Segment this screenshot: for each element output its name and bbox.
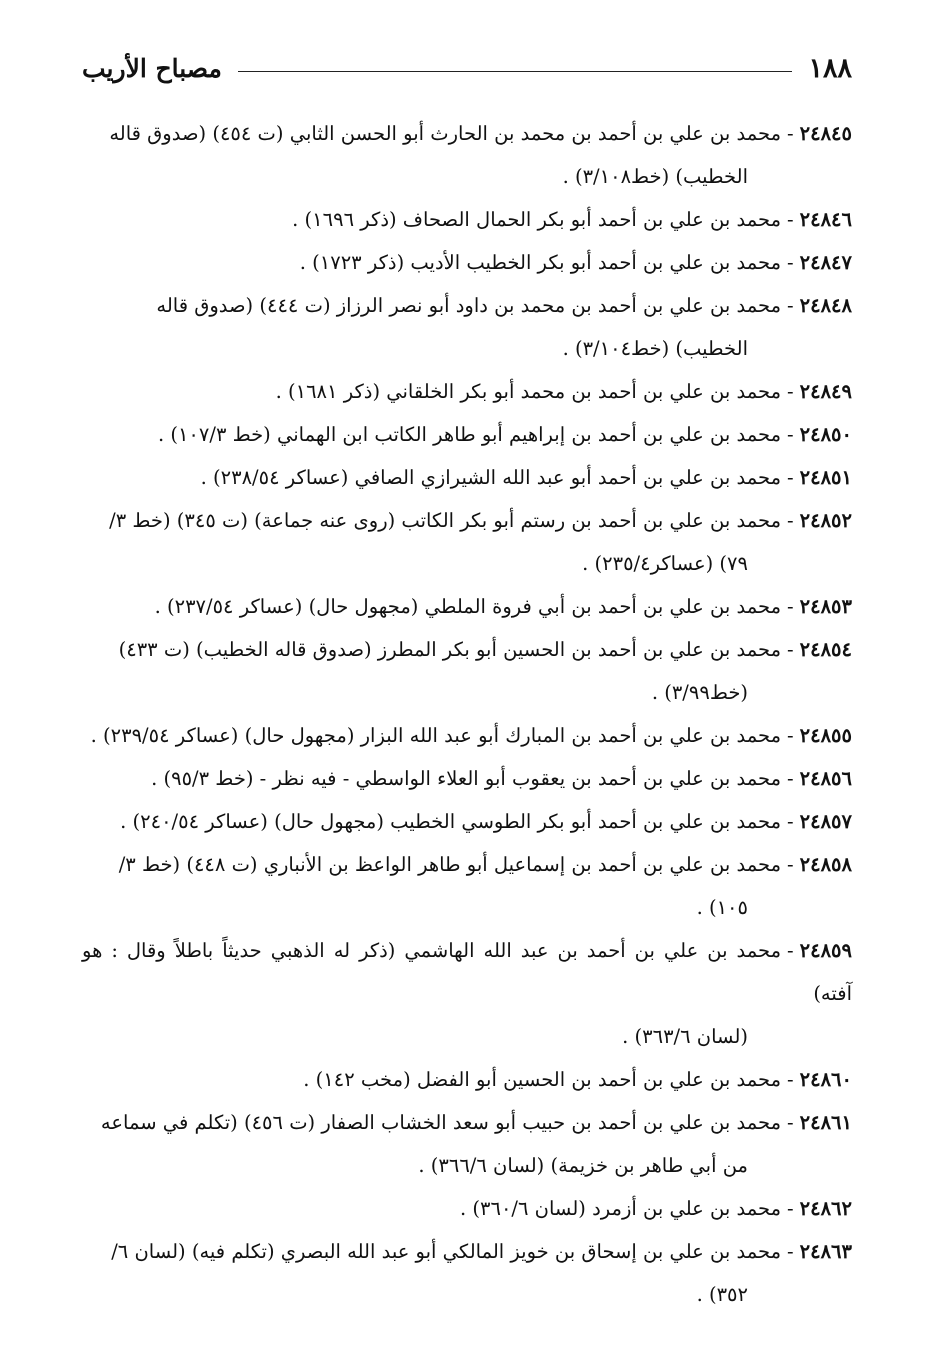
entry-number: ٢٤٨٦٠ [799,1068,852,1091]
entry-number: ٢٤٨٤٦ [799,208,852,231]
entry [82,499,852,585]
entry [82,112,852,198]
entry [82,714,852,757]
entry-text: محمد بن علي بن أحمد بن الحسين أبو الفضل (مخب ١٤٢) . [303,1068,782,1091]
entry-separator: - [787,595,794,618]
entry-separator: - [787,423,794,446]
entry-number: ٢٤٨٥٥ [799,724,852,747]
entry-separator: - [787,1197,794,1220]
entry-separator: - [787,810,794,833]
entry-number: ٢٤٨٥٢ [799,509,852,532]
entry-number: ٢٤٨٤٥ [799,122,852,145]
entry [82,1058,852,1101]
entry-continuation: (خط٣/٩٩) . [651,681,748,704]
entry-number: ٢٤٨٥٠ [799,423,852,446]
entry-text: محمد بن علي بن أحمد بن يعقوب أبو العلاء الواسطي - فيه نظر - (خط ٩٥/٣) . [151,767,782,790]
entry-separator: - [787,509,794,532]
entry-separator: - [787,638,794,661]
entry-text: محمد بن علي بن أحمد بن رستم أبو بكر الكاتب (روى عنه جماعة) (ت ٣٤٥) (خط ٣/ [109,509,782,532]
entry-text: محمد بن علي بن إسحاق بن خويز المالكي أبو عبد الله البصري (تكلم فيه) (لسان ٦/ [111,1240,782,1263]
entry [82,585,852,628]
entry [82,370,852,413]
entry-separator: - [787,1240,794,1263]
entry-separator: - [787,767,794,790]
page-header [82,46,852,90]
entry-text: محمد بن علي بن أحمد بن إسماعيل أبو طاهر الواعظ بن الأنباري (ت ٤٤٨) (خط ٣/ [118,853,782,876]
entry-text: محمد بن علي بن أزمرد (لسان ٣٦٠/٦) . [459,1197,782,1220]
entry-text: محمد بن علي بن أحمد أبو بكر الخطيب الأديب (ذكر ١٧٢٣) . [299,251,782,274]
entry-text: محمد بن علي بن أحمد أبو بكر الطوسي الخطيب (مجهول حال) (عساكر ٢٤٠/٥٤) . [120,810,782,833]
entry [82,843,852,929]
entry [82,284,852,370]
entry-separator: - [787,122,794,145]
header-rule [238,71,793,72]
entry-number: ٢٤٨٥٣ [799,595,852,618]
entry-number: ٢٤٨٦٣ [799,1240,852,1263]
entry-text: محمد بن علي بن أحمد أبو عبد الله الشيرازي الصافي (عساكر ٢٣٨/٥٤) . [200,466,782,489]
entry-separator: - [787,1068,794,1091]
entry-separator: - [787,853,794,876]
entry-separator: - [787,294,794,317]
entry [82,1187,852,1230]
entry-separator: - [787,466,794,489]
entry-text: محمد بن علي بن أحمد بن محمد بن الحارث أبو الحسن الثابي (ت ٤٥٤) (صدوق قاله [109,122,782,145]
entries-list [82,112,852,1316]
entry-number: ٢٤٨٥١ [799,466,852,489]
entry-text: محمد بن علي بن أحمد بن عبد الله الهاشمي (ذكر له الذهبي حديثاً باطلاً وقال : هو آفته) [82,939,852,1005]
page-number: ١٨٨ [808,52,852,84]
entry [82,456,852,499]
entry-continuation: ٣٥٢) . [696,1283,748,1306]
entry [82,241,852,284]
entry [82,198,852,241]
entry [82,800,852,843]
entry-continuation: من أبي طاهر بن خزيمة) (لسان ٣٦٦/٦) . [418,1154,748,1177]
entry-number: ٢٤٨٥٨ [799,853,852,876]
entry-continuation: الخطيب) (خط٣/١٠٨) . [562,165,748,188]
entry-separator: - [787,939,794,962]
entry-separator: - [787,251,794,274]
entry-text: محمد بن علي بن أحمد أبو بكر الحمال الصحاف (ذكر ١٦٩٦) . [292,208,782,231]
entry-separator: - [787,208,794,231]
entry-separator: - [787,380,794,403]
entry-continuation: ٧٩) (عساكر٢٣٥/٤) . [582,552,748,575]
entry-number: ٢٤٨٥٧ [799,810,852,833]
book-title: مصباح الأريب [82,53,222,83]
entry-text: محمد بن علي بن أحمد بن حبيب أبو سعد الخشاب الصفار (ت ٤٥٦) (تكلم في سماعه [100,1111,782,1134]
entry [82,1101,852,1187]
entry [82,628,852,714]
entry-number: ٢٤٨٥٦ [799,767,852,790]
entry [82,413,852,456]
entry-number: ٢٤٨٤٨ [799,294,852,317]
entry-number: ٢٤٨٤٩ [799,380,852,403]
entry-continuation: الخطيب) (خط٣/١٠٤) . [562,337,748,360]
entry-continuation: (لسان ٣٦٣/٦) . [622,1025,748,1048]
entry-text: محمد بن علي بن أحمد بن إبراهيم أبو طاهر الكاتب ابن الهماني (خط ١٠٧/٣) . [157,423,782,446]
entry [82,929,852,1058]
entry-text: محمد بن علي بن أحمد بن المبارك أبو عبد الله البزار (مجهول حال) (عساكر ٢٣٩/٥٤) . [90,724,782,747]
entry-text: محمد بن علي بن أحمد بن أبي فروة الملطي (مجهول حال) (عساكر ٢٣٧/٥٤) . [154,595,782,618]
entry-separator: - [787,724,794,747]
entry-number: ٢٤٨٤٧ [799,251,852,274]
entry [82,1230,852,1316]
entry-number: ٢٤٨٥٤ [799,638,852,661]
entry-text: محمد بن علي بن أحمد بن محمد بن داود أبو نصر الرزاز (ت ٤٤٤) (صدوق قاله [156,294,782,317]
entry-number: ٢٤٨٥٩ [799,939,852,962]
entry-text: محمد بن علي بن أحمد بن محمد أبو بكر الخلقاني (ذكر ١٦٨١) . [275,380,782,403]
entry-separator: - [787,1111,794,1134]
entry-text: محمد بن علي بن أحمد بن الحسين أبو بكر المطرز (صدوق قاله الخطيب) (ت ٤٣٣) [118,638,782,661]
entry [82,757,852,800]
entry-continuation: ١٠٥) . [696,896,748,919]
entry-number: ٢٤٨٦١ [799,1111,852,1134]
entry-number: ٢٤٨٦٢ [799,1197,852,1220]
